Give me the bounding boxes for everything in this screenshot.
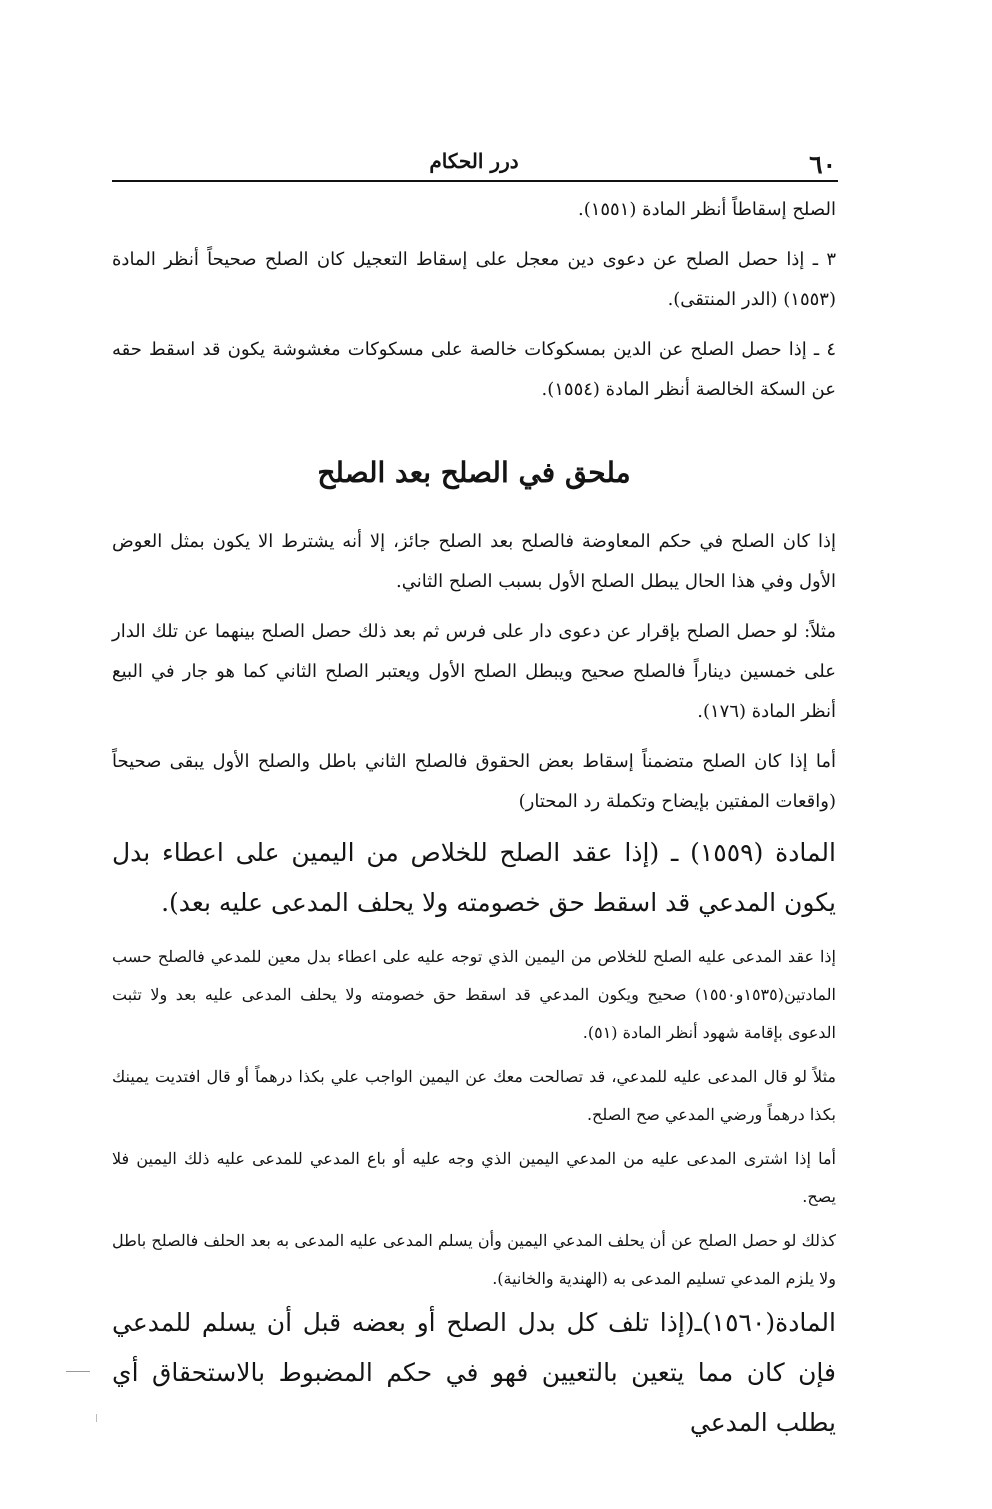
margin-mark — [66, 1371, 90, 1372]
paragraph-item-4: ٤ ـ إذا حصل الصلح عن الدين بمسكوكات خالصة على مسكوكات مغشوشة يكون قد اسقط حقه عن السكة الخالصة أنظر المادة (١٥٥٤). — [112, 339, 836, 400]
article-1559: المادة (١٥٥٩) ـ (إذا عقد الصلح للخلاص من اليمين على اعطاء بدل يكون المدعي قد اسقط حق خصومته ولا يحلف المدعى عليه بعد). — [112, 838, 836, 917]
paragraph-purchase-oath: أما إذا اشترى المدعى عليه من المدعي اليمين الذي وجه عليه أو باع المدعي للمدعى عليه ذلك اليمين فلا يصح. — [112, 1149, 836, 1206]
margin-dot — [96, 1414, 97, 1422]
article-1560: المادة(١٥٦٠)ـ(إذا تلف كل بدل الصلح أو بعضه قبل أن يسلم للمدعي فإن كان مما يتعين بالتعيين فهو في حكم المضبوط بالاستحقاق أي يطلب المدعي — [112, 1308, 836, 1437]
paragraph-example-oath: مثلاً لو قال المدعى عليه للمدعي، قد تصالحت معك عن اليمين الواجب علي بكذا درهماً أو قال افتديت يمينك بكذا درهماً ورضي المدعي صح الصلح. — [112, 1067, 836, 1124]
header-rule — [112, 180, 838, 182]
running-title: درر الحكام — [429, 149, 519, 173]
paragraph-intro: إذا كان الصلح في حكم المعاوضة فالصلح بعد الصلح جائز، إلا أنه يشترط الا يكون بمثل العوض الأول وفي هذا الحال يبطل الصلح الأول بسبب الصلح الثاني. — [112, 531, 836, 592]
paragraph-exception: أما إذا كان الصلح متضمناً إسقاط بعض الحقوق فالصلح الثاني باطل والصلح الأول يبقى صحيحاً (واقعات المفتين بإيضاح وتكملة رد المحتار) — [112, 751, 836, 812]
paragraph-example: مثلاً: لو حصل الصلح بإقرار عن دعوى دار على فرس ثم بعد ذلك حصل الصلح بينهما عن تلك الدار على خمسين ديناراً فالصلح صحيح ويبطل الصلح الأول ويعتبر الصلح الثاني كما هو جار في البيع أنظر المادة (١٧٦). — [112, 621, 836, 722]
page-header — [112, 146, 836, 180]
paragraph-void-settlement: كذلك لو حصل الصلح عن أن يحلف المدعي اليمين وأن يسلم المدعى عليه المدعى به بعد الحلف فالصلح باطل ولا يلزم المدعي تسليم المدعى به (الهندية والخانية). — [112, 1231, 836, 1288]
page-body — [112, 190, 836, 1448]
section-heading: ملحق في الصلح بعد الصلح — [317, 456, 631, 489]
paragraph-item-3: ٣ ـ إذا حصل الصلح عن دعوى دين معجل على إسقاط التعجيل كان الصلح صحيحاً أنظر المادة (١٥٥٣) (الدر المنتقى). — [112, 249, 836, 310]
page-number: ٦٠ — [809, 150, 836, 179]
paragraph-commentary: إذا عقد المدعى عليه الصلح للخلاص من اليمين الذي توجه عليه على اعطاء بدل معين للمدعي فالصلح حسب المادتين(١٥٣٥و١٥٥٠) صحيح ويكون المدعي قد اسقط حق خصومته ولا يحلف المدعى عليه بعد ولا تثبت الدعوى بإقامة شهود أنظر المادة (٥١). — [112, 947, 837, 1042]
paragraph-continuation: الصلح إسقاطاً أنظر المادة (١٥٥١). — [577, 199, 836, 220]
